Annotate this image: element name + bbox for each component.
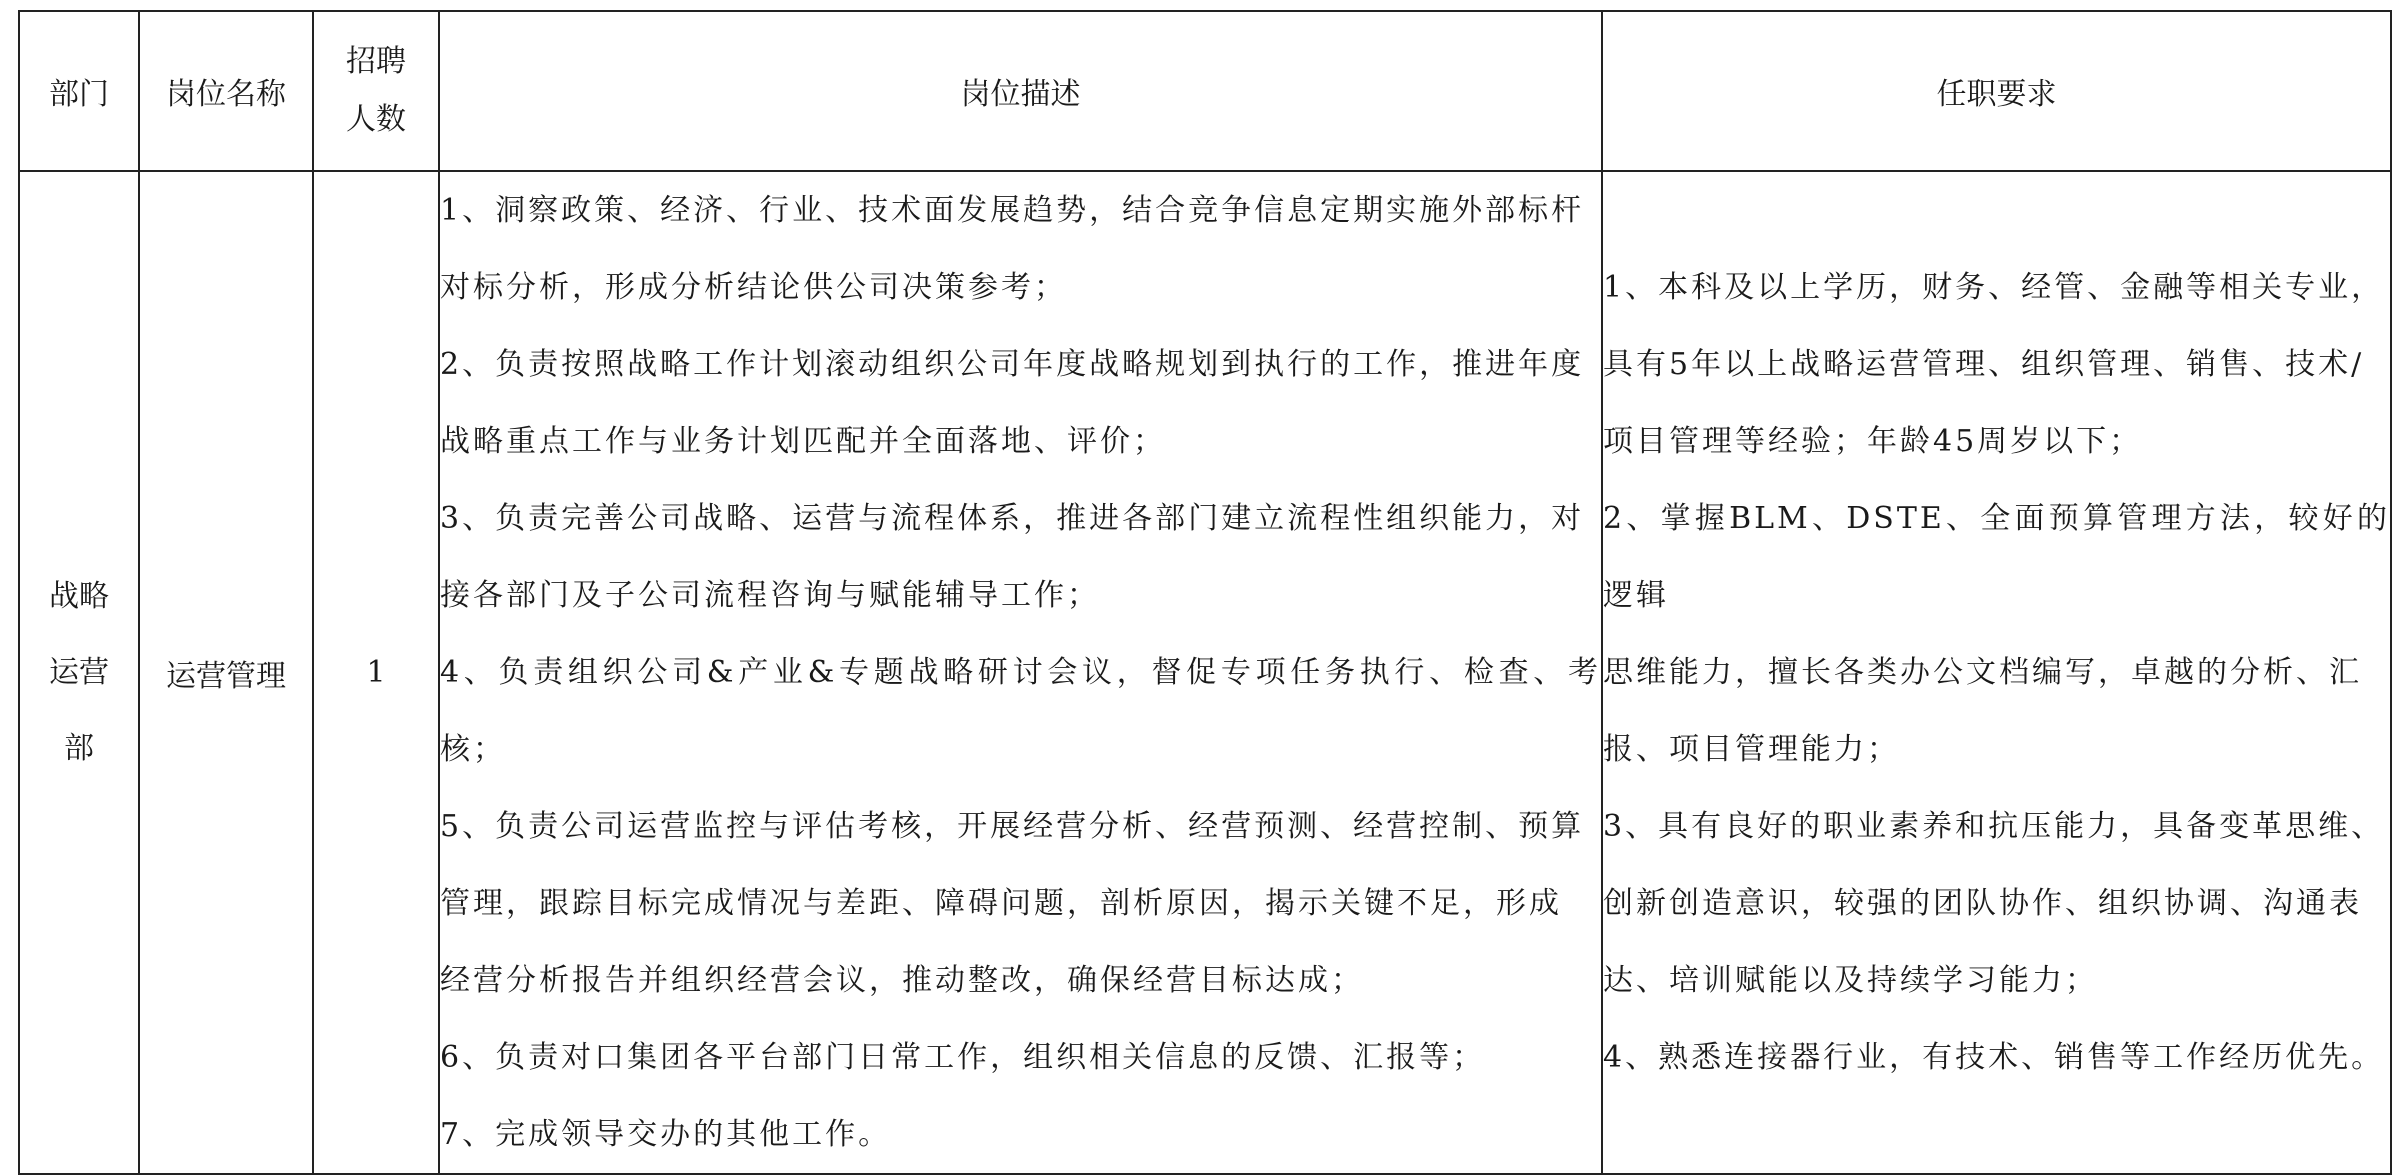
header-department: 部门 [19, 11, 139, 171]
requirement-line: 具有5年以上战略运营管理、组织管理、销售、技术/ [1603, 347, 2365, 382]
cell-headcount: 1 [313, 171, 439, 1174]
table-row [19, 171, 2391, 1174]
requirement-line: 达、培训赋能以及持续学习能力； [1603, 963, 2098, 998]
job-posting-table [18, 10, 2392, 1175]
requirement-line: 2、掌握BLM、DSTE、全面预算管理方法，较好的逻辑 [1603, 501, 2390, 613]
description-line: 战略重点工作与业务计划匹配并全面落地、评价； [440, 424, 1166, 459]
header-headcount-line2: 人数 [346, 102, 406, 137]
cell-department [19, 171, 139, 1174]
requirement-line: 1、本科及以上学历，财务、经管、金融等相关专业， [1603, 270, 2385, 305]
description-line: 5、负责公司运营监控与评估考核，开展经营分析、经营预测、经营控制、预算 [440, 809, 1585, 844]
description-line: 对标分析，形成分析结论供公司决策参考； [440, 270, 1067, 305]
header-requirements: 任职要求 [1602, 11, 2391, 171]
description-line: 经营分析报告并组织经营会议，推动整改，确保经营目标达成； [440, 963, 1364, 998]
department-line: 部 [64, 730, 94, 766]
department-line: 战略 [49, 578, 109, 614]
requirement-line: 思维能力，擅长各类办公文档编写，卓越的分析、汇 [1603, 655, 2362, 690]
header-row [19, 11, 2391, 171]
requirement-line: 项目管理等经验；年龄45周岁以下； [1603, 424, 2143, 459]
header-description: 岗位描述 [439, 11, 1602, 171]
header-headcount-line1: 招聘 [346, 44, 406, 79]
cell-description [439, 171, 1602, 1174]
cell-position: 运营管理 [139, 171, 313, 1174]
description-line: 3、负责完善公司战略、运营与流程体系，推进各部门建立流程性组织能力，对 [440, 501, 1585, 536]
description-line: 接各部门及子公司流程咨询与赋能辅导工作； [440, 578, 1100, 613]
description-line: 管理，跟踪目标完成情况与差距、障碍问题，剖析原因，揭示关键不足，形成 [440, 886, 1562, 921]
description-line: 6、负责对口集团各平台部门日常工作，组织相关信息的反馈、汇报等； [440, 1040, 1486, 1075]
header-position: 岗位名称 [139, 11, 313, 171]
cell-requirements [1602, 171, 2391, 1174]
description-line: 4、负责组织公司&产业&专题战略研讨会议，督促专项任务执行、检查、考核； [440, 655, 1601, 767]
requirement-line: 4、熟悉连接器行业，有技术、销售等工作经历优先。 [1603, 1040, 2385, 1075]
description-line: 2、负责按照战略工作计划滚动组织公司年度战略规划到执行的工作，推进年度 [440, 347, 1585, 382]
requirement-line: 3、具有良好的职业素养和抗压能力，具备变革思维、 [1603, 809, 2385, 844]
description-line: 7、完成领导交办的其他工作。 [440, 1117, 892, 1152]
department-line: 运营 [49, 654, 109, 690]
requirement-line: 报、项目管理能力； [1603, 732, 1900, 767]
header-headcount [313, 11, 439, 171]
description-line: 1、洞察政策、经济、行业、技术面发展趋势，结合竞争信息定期实施外部标杆 [440, 193, 1585, 228]
requirement-line: 创新创造意识，较强的团队协作、组织协调、沟通表 [1603, 886, 2362, 921]
